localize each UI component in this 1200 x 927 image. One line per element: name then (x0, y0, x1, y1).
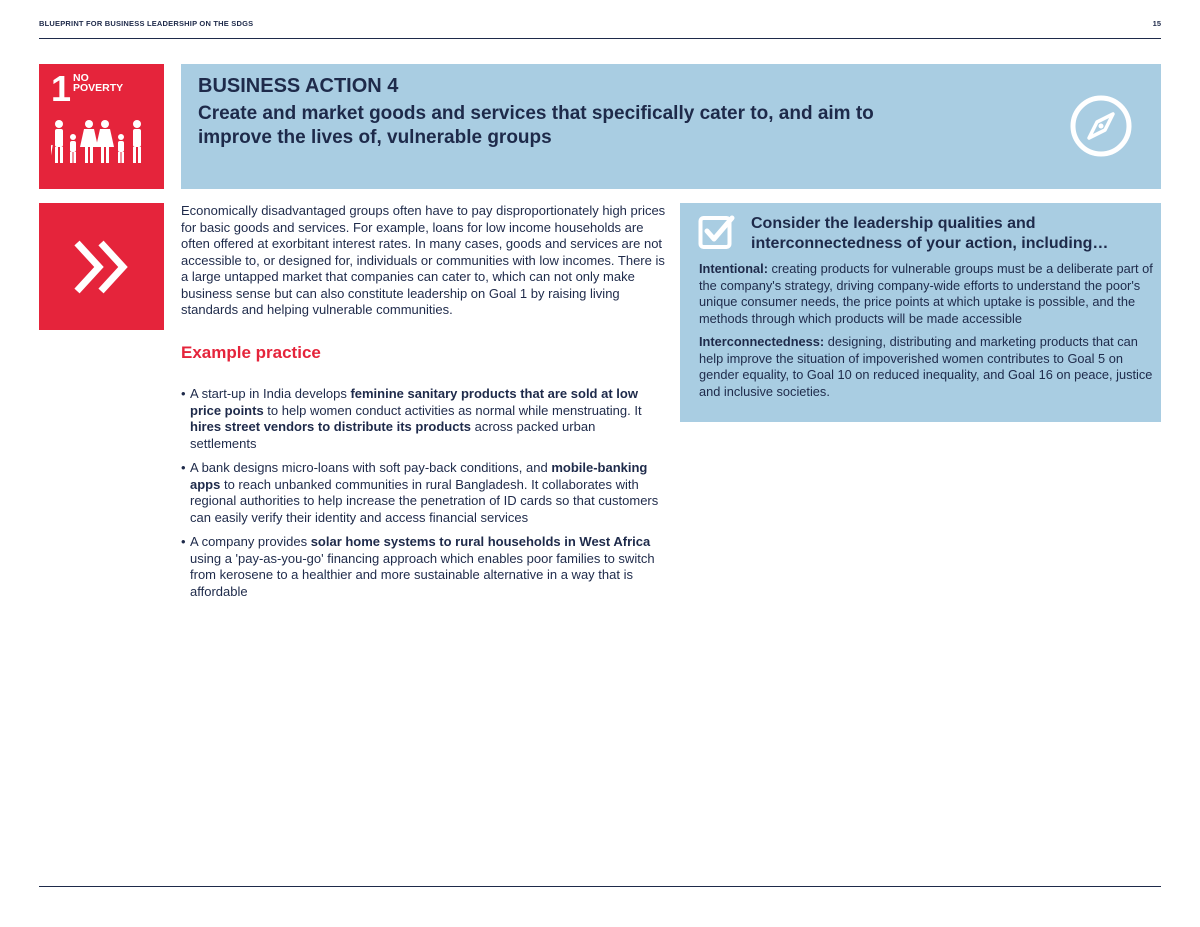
item-highlight: mobile-banking apps (190, 460, 648, 492)
example-practice-list (181, 386, 661, 608)
list-item (181, 386, 661, 452)
interconnectedness-paragraph (699, 334, 1154, 400)
sdg-goal-name-line2: POVERTY (73, 82, 124, 94)
intro-paragraph: Economically disadvantaged groups often have to pay disproportionately high prices for basic goods and services. For example, loans for low income households are often offered at exorbitant interest rates. In many cases, goods and services are not accessible to, or designed for, individuals or communities with low incomes. There is a large untapped market that companies can cater to, which can not only make business sense but can also constitute leadership on Goal 1 by raising living standards and helping vulnerable communities. (181, 203, 666, 317)
item-highlight: feminine sanitary products that are sold at low price points (190, 386, 638, 418)
business-action-title: Create and market goods and services that specifically cater to, and aim to improve the lives of, vulnerable groups (198, 103, 874, 148)
sdg-goal-name-line1: NO (73, 72, 89, 84)
compass-icon (1069, 94, 1133, 158)
business-action-label: BUSINESS ACTION 4 (198, 75, 399, 97)
intentional-text: creating products for vulnerable groups must be a deliberate part of the company's strategy, driving company-wide efforts to understand the poor's unique consumer needs, the price points at which uptake is possible, and the methods through which products will be made accessible (699, 261, 1153, 326)
checkbox-icon (698, 214, 736, 252)
example-practice-heading: Example practice (181, 343, 321, 362)
intentional-paragraph (699, 261, 1154, 327)
item-text: to reach unbanked communities in rural Bangladesh. It collaborates with regional authorities to help increase the penetration of ID cards so that customers can easily verify their identity and access financial services (190, 476, 659, 525)
leadership-qualities-box (680, 203, 1161, 422)
header-divider (39, 38, 1161, 39)
item-text: using a 'pay-as-you-go' financing approach which enables poor families to switch from kerosene to a healthier and more sustainable alternative in a way that is affordable (190, 550, 655, 599)
interconnectedness-text: designing, distributing and marketing products that can help improve the situation of impoverished women contributes to Goal 5 on gender equality, to Goal 10 on reduced inequality, and Goal 16 on peace, justice and inclusive societies. (699, 334, 1153, 399)
page-number: 15 (1152, 19, 1161, 28)
business-action-banner (181, 64, 1161, 189)
item-text: A start-up in India develops (190, 386, 351, 401)
sdg-goal-name (73, 73, 123, 93)
item-highlight: hires street vendors to distribute its products (190, 419, 471, 434)
item-text: across packed urban settlements (190, 419, 596, 451)
intentional-label: Intentional: (699, 261, 768, 276)
interconnectedness-label: Interconnectedness: (699, 334, 825, 349)
sdg-goal-number: 1 (51, 68, 72, 109)
item-highlight: solar home systems to rural households in West Africa (310, 534, 651, 549)
footer-divider (39, 886, 1161, 887)
leadership-heading: Consider the leadership qualities and interconnectedness of your action, including… (751, 215, 1109, 252)
item-text: to help women conduct activities as normal while menstruating. It (263, 402, 642, 418)
running-header: BLUEPRINT FOR BUSINESS LEADERSHIP ON THE SDGS (39, 19, 254, 28)
item-text: A bank designs micro-loans with soft pay-back conditions, and (190, 460, 552, 475)
item-text: A company provides (190, 534, 311, 549)
section-marker (39, 203, 164, 330)
list-item (181, 460, 661, 526)
sdg-goal-tile (39, 64, 164, 189)
list-item (181, 534, 661, 600)
double-chevron-right-icon (73, 239, 131, 295)
family-icon (51, 119, 151, 167)
